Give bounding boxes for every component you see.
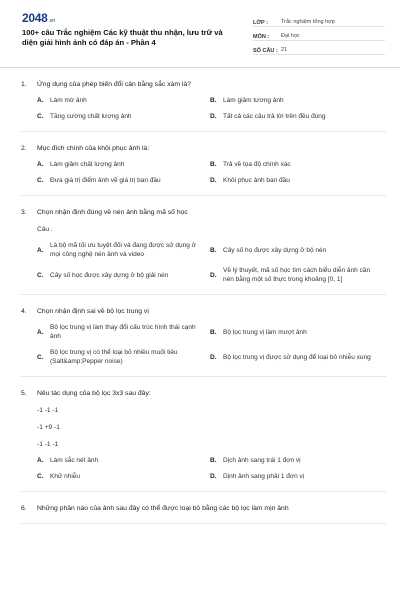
option-letter: D. [210,353,217,361]
question-block [21,132,386,196]
answer-option[interactable] [210,456,383,465]
option-text: Làm sắc nét ảnh [50,457,99,464]
question-text: Mục đích chính của khôi phục ảnh là: [37,145,150,152]
document-meta [253,13,385,55]
option-text: Bộ lọc trung vị có thể loại bỏ nhiều muối tiêu (Salt&amp;Pepper noise) [50,349,178,365]
question-number: 5. [21,390,27,397]
option-letter: D. [210,271,217,279]
question-row [21,307,386,316]
answer-option[interactable] [37,96,210,105]
answer-option[interactable] [37,472,210,481]
answer-option[interactable] [37,456,210,465]
answer-option[interactable] [37,112,210,121]
option-letter: A. [37,97,44,104]
document-title: 100+ câu Trắc nghiệm Các kỹ thuật thu nhận, lưu trữ và diện giải hình ảnh có đáp án - Phần 4 [22,28,223,47]
option-text: Đưa giá trị điểm ảnh về giá trị ban đầu [50,177,161,184]
option-text: Làm mờ ảnh [50,97,87,104]
option-letter: C. [37,113,44,120]
question-row [21,208,386,217]
meta-value: Đại học [281,33,300,39]
answer-option[interactable] [37,241,210,259]
question-row [21,504,386,513]
answer-options [37,323,386,366]
question-block [21,377,386,492]
answer-options [37,456,386,481]
option-text: Bộ lọc trung vị được sử dụng để loại bỏ nhiễu xung [223,353,371,361]
option-text: Cây số học được xây dựng ở bộ giải nén [50,271,169,279]
question-extra-line: -1 +9 -1 [37,424,60,431]
meta-row-subject [253,27,385,41]
answer-options [37,160,386,185]
option-letter: C. [37,353,44,361]
question-text: Nêu tác dụng của bộ lọc 3x3 sau đây: [37,390,151,397]
question-block [21,196,386,295]
option-letter: D. [210,113,217,120]
option-letter: A. [37,328,44,336]
question-block [21,492,386,524]
question-text: Chọn nhận định sai về bộ lọc trung vị [37,308,149,315]
option-letter: B. [210,246,217,254]
option-text: Làm giảm chất lượng ảnh [50,161,125,168]
option-text: Làm giảm tương ảnh [223,97,284,104]
question-list [0,68,400,524]
question-text: Chọn nhận định đúng về nén ảnh bằng mã số học [37,209,188,216]
question-block [21,68,386,132]
question-number: 3. [21,209,27,216]
meta-row-class [253,13,385,27]
meta-value: 21 [281,47,288,53]
answer-option[interactable] [37,176,210,185]
meta-key: LỚP : [253,20,268,26]
site-logo[interactable]: 2048.vn [22,11,55,25]
question-number: 6. [21,505,27,512]
meta-row-count [253,41,385,55]
option-letter: D. [210,177,217,184]
option-letter: C. [37,473,44,480]
answer-options [37,96,386,121]
question-block [21,295,386,377]
question-number: 1. [21,81,27,88]
option-text: Khôi phục ảnh ban đầu [223,177,290,184]
option-text: Dịch ảnh sang trái 1 đơn vị [223,457,301,464]
question-row [21,80,386,89]
option-letter: B. [210,457,217,464]
option-letter: D. [210,473,217,480]
option-text: Dịnh ảnh sang phải 1 đơn vị [223,473,305,480]
answer-option[interactable] [37,348,210,366]
answer-option[interactable] [210,96,383,105]
question-text: Những phần nào của ảnh sau đây có thể được loại bỏ bằng các bộ lọc làm mịn ảnh [37,505,289,512]
option-text: Tất cả các câu trả lời trên đều đúng [223,113,326,120]
meta-key: SỐ CÂU : [253,48,278,54]
answer-options [37,241,386,284]
question-extra-line: -1 -1 -1 [37,407,59,414]
answer-option[interactable] [37,160,210,169]
question-row [21,144,386,153]
option-letter: A. [37,161,44,168]
option-text: Là bộ mã tối ưu tuyệt đối và đang được sử dụng ở mọi công nghệ nén ảnh và video [50,242,196,258]
answer-option[interactable] [210,241,383,259]
option-letter: B. [210,328,217,336]
answer-option[interactable] [210,112,383,121]
page-header [0,0,400,68]
answer-option[interactable] [210,472,383,481]
answer-option[interactable] [210,176,383,185]
meta-value: Trắc nghiệm tổng hợp [281,19,335,25]
option-text: Khử nhiễu [50,473,81,480]
question-extra-line: -1 -1 -1 [37,441,59,448]
option-letter: B. [210,161,217,168]
answer-option[interactable] [210,266,383,284]
question-text: Ứng dụng của phép biến đổi cân bằng sắc xám là? [37,81,191,88]
option-letter: C. [37,271,44,279]
option-text: Cây số họ được xây dựng ở bộ nén [223,246,327,254]
option-letter: B. [210,97,217,104]
option-text: Trả về tọa độ chính xác [223,161,291,168]
question-number: 4. [21,308,27,315]
option-letter: A. [37,457,44,464]
answer-option[interactable] [37,323,210,341]
option-text: Về lý thuyết, mã số học tìm cách biểu diễn ảnh cần nén bằng một số thực trong khoảng [0, 1] [223,267,371,283]
option-letter: A. [37,246,44,254]
answer-option[interactable] [210,160,383,169]
option-text: Bộ lọc trung vị làm thay đổi cấu trúc hình thái cạnh ảnh [50,324,196,340]
option-text: Tăng cường chất lượng ảnh [50,113,132,120]
option-letter: C. [37,177,44,184]
meta-key: MÔN : [253,34,270,40]
answer-option[interactable] [210,348,383,366]
answer-option[interactable] [37,266,210,284]
option-text: Bộ lọc trung vị làm mượt ảnh [223,328,307,336]
question-number: 2. [21,145,27,152]
answer-option[interactable] [210,323,383,341]
question-extra-line: Câu . [37,226,53,233]
question-row [21,389,386,398]
